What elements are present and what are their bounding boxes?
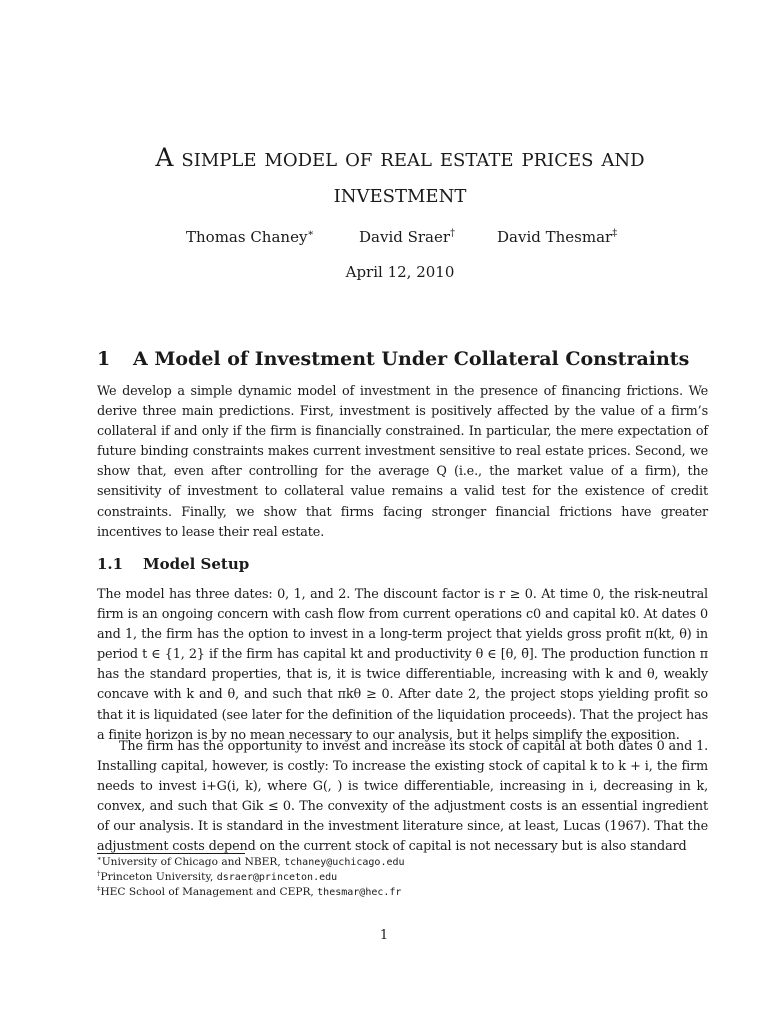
intro-paragraph: We develop a simple dynamic model of investment in the presence of financing frictions. We derive three main predictions. First, investment is positively affected by the value of a firm’s collateral if and only if the firm is financially constrained. In particular, the mere expectation of future binding constraints makes current investment sensitive to real estate prices. Second, we show that, even after controlling for the average Q (i.e., the market value of a firm), the sensitivity of investment to collateral value remains a valid test for the existence of credit constraints. Finally, we show that firms facing stronger financial frictions have greater incentives to lease their real estate. [97,384,708,540]
footnote-email: dsraer@princeton.edu [216,872,338,883]
author-3 [497,227,617,247]
footnote-mark: † [97,869,101,878]
footnote-mark: ‡ [97,884,101,893]
section-heading [97,346,689,372]
footnote-3 [97,885,708,900]
subsection-number: 1.1 [97,555,124,573]
page-number: 1 [379,928,389,943]
author-name: David Thesmar [497,228,613,246]
author-2 [359,227,455,247]
paper-date: April 12, 2010 [345,263,455,281]
setup-paragraph-2: The firm has the opportunity to invest and increase its stock of capital at both dates 0 and 1. Installing capital, however, is costly: To increase the existing stock of capital k to k + i, the firm needs to invest i+G(i, k), where G(, ) is twice differentiable, increasing in i, decreasing in k, convex, and such that Gik ≤ 0. The convexity of the adjustment costs is an essential ingredient of our analysis. It is standard in the investment literature since, at least, Lucas (1967). That the adjustment costs depend on the current stock of capital is not necessary but is also standard [97,739,708,855]
footnote-mark: ∗ [97,854,102,863]
section-number: 1 [97,348,111,370]
section-title: A Model of Investment Under Collateral Constraints [133,348,690,370]
footnote-1 [97,855,708,870]
author-name: David Sraer [359,228,451,246]
subsection-title: Model Setup [143,555,250,573]
footnote-email: thesmar@hec.fr [317,887,402,898]
footnote-text: Princeton University, [100,871,217,883]
footnote-text: University of Chicago and NBER, [101,856,285,868]
footnote-email: tchaney@uchicago.edu [284,857,405,868]
footnote-text: HEC School of Management and CEPR, [100,886,318,898]
footnotes [97,855,708,900]
footnote-mark: ∗ [307,228,315,239]
footnote-rule [97,853,245,854]
footnote-mark: † [450,228,455,239]
author-1 [186,227,314,247]
subsection-heading [97,553,249,575]
footnote-2 [97,870,708,885]
setup-paragraph-1: The model has three dates: 0, 1, and 2. The discount factor is r ≥ 0. At time 0, the risk-neutral firm is an ongoing concern with cash flow from current operations c0 and capital k0. At dates 0 and 1, the firm has the option to invest in a long-term project that yields gross profit π(kt, θ) in period t ∈ {1, 2} if the firm has capital kt and productivity θ ∈ [θ, θ̄]. The production function π has the standard properties, that is, it is twice differentiable, increasing with k and θ, weakly concave with k and θ, and such that πkθ ≥ 0. After date 2, the project stops yielding profit so that it is liquidated (see later for the definition of the liquidation proceeds). That the project has a finite horizon is by no mean necessary to our analysis, but it helps simplify the exposition. [97,587,708,743]
footnote-mark: ‡ [612,228,618,239]
author-name: Thomas Chaney [186,228,308,246]
paper-title: A simple model of real estate prices and investment [155,143,645,208]
